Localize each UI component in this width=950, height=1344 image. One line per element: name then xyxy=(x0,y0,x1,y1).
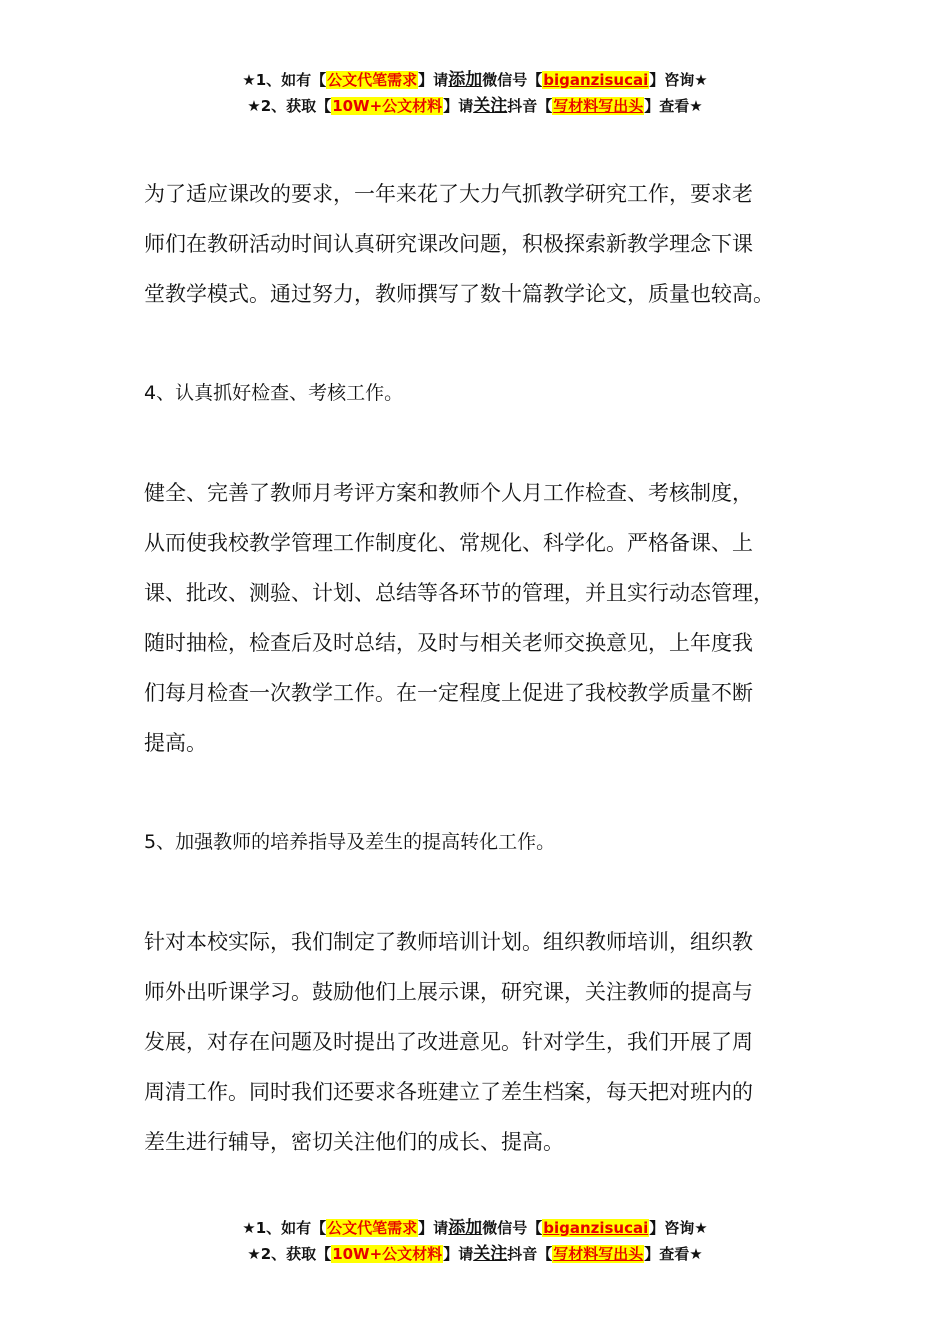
banner-text: 】请 xyxy=(443,1245,474,1263)
paragraph-line: 为了适应课改的要求，一年来花了大力气抓教学研究工作，要求老 xyxy=(144,182,753,206)
paragraph-line: 们每月检查一次教学工作。在一定程度上促进了我校教学质量不断 xyxy=(144,681,753,705)
footer-banner xyxy=(0,1215,950,1267)
banner-text: ★2、获取【 xyxy=(247,97,332,115)
highlight-service: 公文代笔需求 xyxy=(327,71,418,89)
paragraph-line: 师们在教研活动时间认真研究课改问题，积极探索新教学理念下课 xyxy=(144,232,753,256)
banner-line-2 xyxy=(0,93,950,119)
paragraph-training xyxy=(144,917,834,1167)
paragraph-line: 周清工作。同时我们还要求各班建立了差生档案，每天把对班内的 xyxy=(144,1080,753,1104)
banner-text: 】咨询★ xyxy=(649,71,708,89)
paragraph-line: 课、批改、测验、计划、总结等各环节的管理，并且实行动态管理， xyxy=(144,581,774,605)
highlight-wechat-id: biganzisucai xyxy=(543,71,649,89)
paragraph-line: 从而使我校教学管理工作制度化、常规化、科学化。严格备课、上 xyxy=(144,531,753,555)
highlight-materials: 10W+公文材料 xyxy=(332,97,443,115)
banner-text: ★2、获取【 xyxy=(247,1245,332,1263)
paragraph-teaching-research xyxy=(144,169,834,319)
paragraph-inspection xyxy=(144,468,834,768)
section-heading: 4、认真抓好检查、考核工作。 xyxy=(144,382,404,404)
banner-text: 】查看★ xyxy=(644,97,703,115)
banner-text: 抖音【 xyxy=(507,97,553,115)
banner-line-1 xyxy=(0,67,950,93)
banner-emphasis: 添加 xyxy=(448,70,483,90)
banner-text: 】请 xyxy=(443,97,474,115)
banner-emphasis: 关注 xyxy=(473,96,508,116)
banner-text: ★1、如有【 xyxy=(242,1219,327,1237)
banner-text: 】请 xyxy=(418,71,449,89)
paragraph-line: 随时抽检，检查后及时总结，及时与相关老师交换意见，上年度我 xyxy=(144,631,753,655)
highlight-wechat-id: biganzisucai xyxy=(543,1219,649,1237)
banner-line-2 xyxy=(0,1241,950,1267)
banner-emphasis: 关注 xyxy=(473,1244,508,1264)
header-banner xyxy=(0,67,950,119)
highlight-service: 公文代笔需求 xyxy=(327,1219,418,1237)
section-heading-5 xyxy=(144,817,834,867)
highlight-douyin-account: 写材料写出头 xyxy=(553,97,644,115)
highlight-douyin-account: 写材料写出头 xyxy=(553,1245,644,1263)
paragraph-line: 堂教学模式。通过努力，教师撰写了数十篇教学论文，质量也较高。 xyxy=(144,282,774,306)
section-heading: 5、加强教师的培养指导及差生的提高转化工作。 xyxy=(144,831,556,853)
banner-emphasis: 添加 xyxy=(448,1218,483,1238)
banner-text: 】请 xyxy=(418,1219,449,1237)
paragraph-line: 差生进行辅导，密切关注他们的成长、提高。 xyxy=(144,1130,564,1154)
paragraph-line: 针对本校实际，我们制定了教师培训计划。组织教师培训，组织教 xyxy=(144,930,753,954)
banner-text: ★1、如有【 xyxy=(242,71,327,89)
paragraph-line: 发展，对存在问题及时提出了改进意见。针对学生，我们开展了周 xyxy=(144,1030,753,1054)
banner-text: 】咨询★ xyxy=(649,1219,708,1237)
banner-text: 微信号【 xyxy=(482,71,543,89)
highlight-materials: 10W+公文材料 xyxy=(332,1245,443,1263)
banner-text: 】查看★ xyxy=(644,1245,703,1263)
banner-text: 抖音【 xyxy=(507,1245,553,1263)
paragraph-line: 健全、完善了教师月考评方案和教师个人月工作检查、考核制度， xyxy=(144,481,753,505)
banner-text: 微信号【 xyxy=(482,1219,543,1237)
banner-line-1 xyxy=(0,1215,950,1241)
paragraph-line: 提高。 xyxy=(144,731,207,755)
section-heading-4 xyxy=(144,368,834,418)
paragraph-line: 师外出听课学习。鼓励他们上展示课，研究课，关注教师的提高与 xyxy=(144,980,753,1004)
